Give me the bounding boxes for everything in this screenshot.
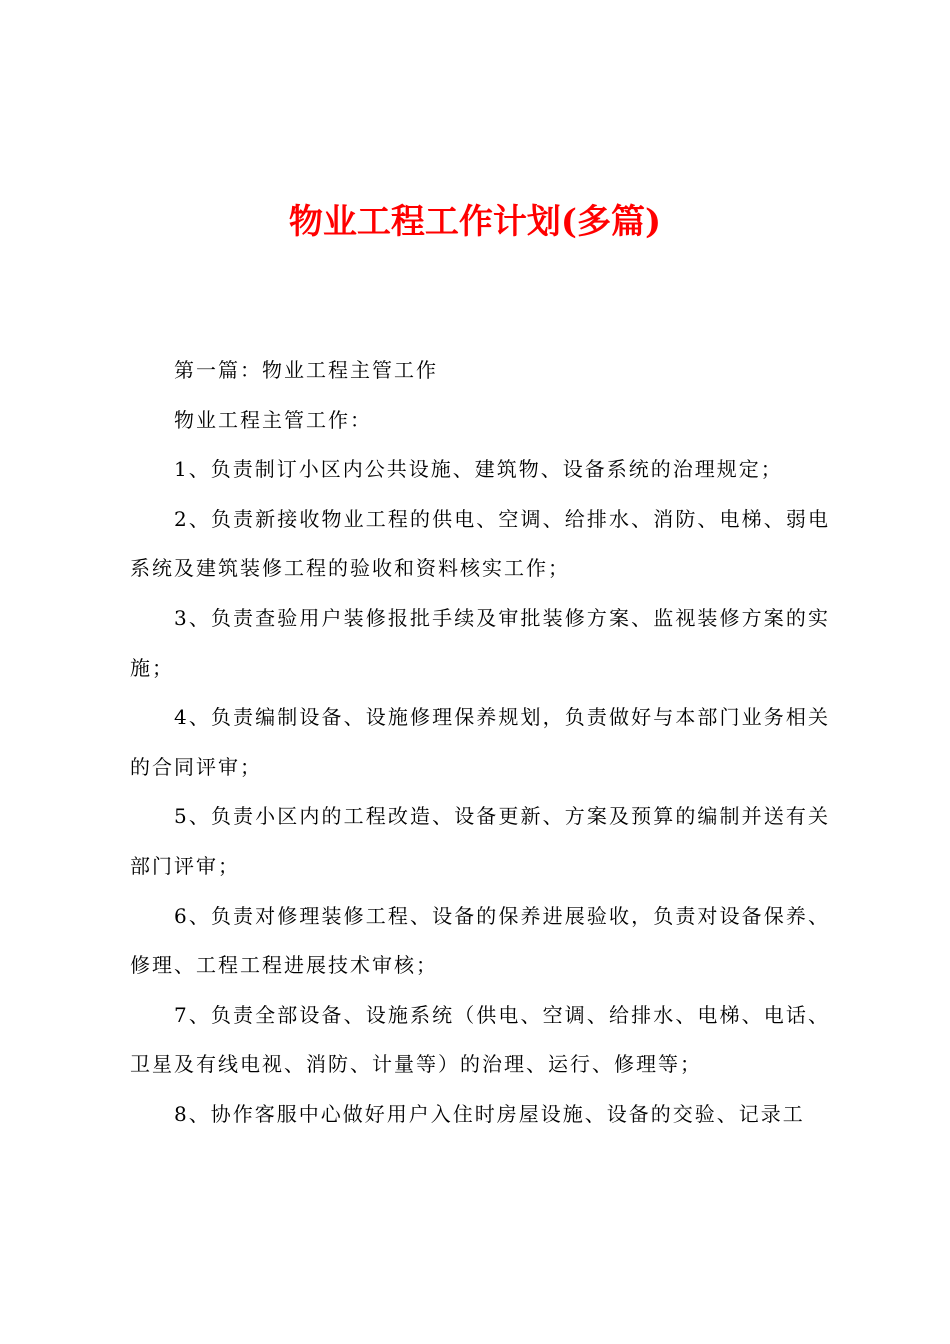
- list-item: 1、负责制订小区内公共设施、建筑物、设备系统的治理规定；: [174, 457, 783, 482]
- list-item: 2、负责新接收物业工程的供电、空调、给排水、消防、电梯、弱电系统及建筑装修工程的验收和资料核实工作；: [130, 506, 830, 581]
- document-title: 物业工程工作计划(多篇): [288, 202, 662, 242]
- list-item: 7、负责全部设备、设施系统（供电、空调、给排水、电梯、电话、卫星及有线电视、消防、计量等）的治理、运行、修理等；: [130, 1002, 830, 1077]
- list-item: 8、协作客服中心做好用户入住时房屋设施、设备的交验、记录工: [174, 1101, 805, 1126]
- section-heading: 第一篇：物业工程主管工作: [174, 358, 438, 382]
- paragraph: 物业工程主管工作：: [174, 407, 372, 432]
- list-item: 4、负责编制设备、设施修理保养规划，负责做好与本部门业务相关的合同评审；: [130, 705, 830, 779]
- list-item: 6、负责对修理装修工程、设备的保养进展验收，负责对设备保养、修理、工程工程进展技术审核；: [130, 903, 830, 978]
- list-item: 3、负责查验用户装修报批手续及审批装修方案、监视装修方案的实施；: [130, 605, 830, 680]
- list-item: 5、负责小区内的工程改造、设备更新、方案及预算的编制并送有关部门评审；: [130, 804, 830, 878]
- document-body: [130, 346, 830, 1140]
